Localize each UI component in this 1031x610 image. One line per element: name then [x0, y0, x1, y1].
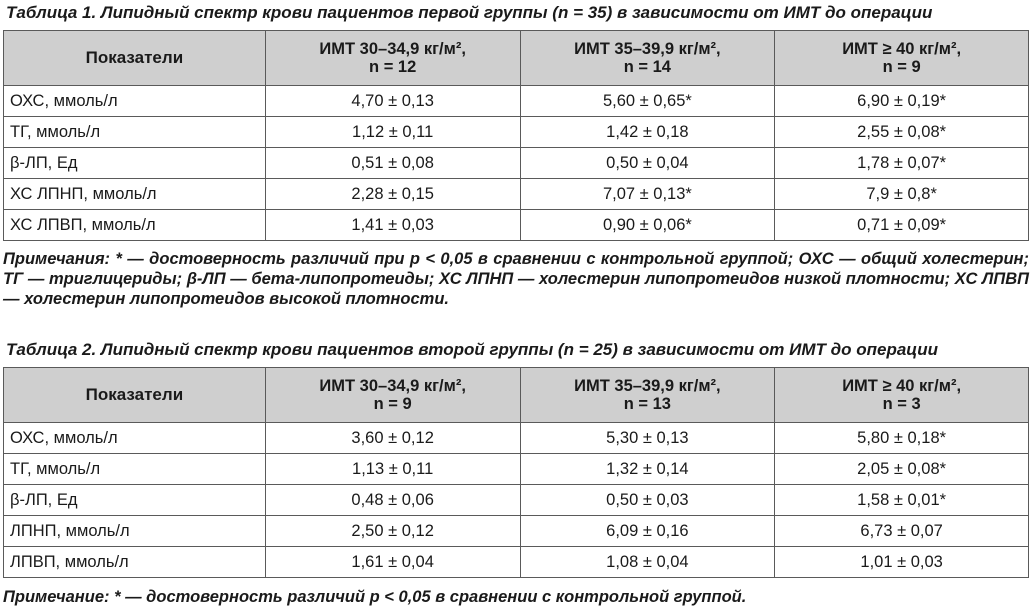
- table-cell: 6,73 ± 0,07: [775, 516, 1029, 547]
- table-row: [4, 485, 1029, 516]
- table2-header-indicators: Показатели: [4, 368, 266, 423]
- row-label: ЛПВП, ммоль/л: [4, 547, 266, 578]
- row-label: ТГ, ммоль/л: [4, 454, 266, 485]
- table-cell: 6,09 ± 0,16: [520, 516, 775, 547]
- table-cell: 4,70 ± 0,13: [265, 86, 520, 117]
- table-row: [4, 117, 1029, 148]
- table-cell: 0,90 ± 0,06*: [520, 210, 775, 241]
- table-cell: 2,50 ± 0,12: [265, 516, 520, 547]
- table-cell: 1,61 ± 0,04: [265, 547, 520, 578]
- table-cell: 1,01 ± 0,03: [775, 547, 1029, 578]
- table1: [3, 30, 1029, 241]
- table-cell: 2,55 ± 0,08*: [775, 117, 1029, 148]
- table-cell: 1,41 ± 0,03: [265, 210, 520, 241]
- table-row: [4, 547, 1029, 578]
- table2-header-bmi-40-plus: ИМТ ≥ 40 кг/м², n = 3: [775, 368, 1029, 423]
- table-cell: 0,50 ± 0,04: [520, 148, 775, 179]
- row-label: β-ЛП, Ед: [4, 148, 266, 179]
- table-cell: 5,80 ± 0,18*: [775, 423, 1029, 454]
- table1-note: Примечания: * — достоверность различий при p < 0,05 в сравнении с контрольной группой; ОХС — общий холестерин; ТГ — триглицериды; β-ЛП — бета-липопротеиды; ХС ЛПНП — холестерин липопротеидов низкой плотности; ХС ЛПВП — холестерин липопротеидов высокой плотности.: [3, 250, 1029, 308]
- table2: [3, 367, 1029, 578]
- table-row: [4, 148, 1029, 179]
- table2-header-bmi-35-39: ИМТ 35–39,9 кг/м², n = 13: [520, 368, 775, 423]
- table1-header-indicators: Показатели: [4, 31, 266, 86]
- table1-header-row: [4, 31, 1029, 86]
- table-row: [4, 423, 1029, 454]
- table-cell: 3,60 ± 0,12: [265, 423, 520, 454]
- table-cell: 6,90 ± 0,19*: [775, 86, 1029, 117]
- table-cell: 0,71 ± 0,09*: [775, 210, 1029, 241]
- table-cell: 1,78 ± 0,07*: [775, 148, 1029, 179]
- table-cell: 2,05 ± 0,08*: [775, 454, 1029, 485]
- row-label: ХС ЛПВП, ммоль/л: [4, 210, 266, 241]
- table-cell: 7,9 ± 0,8*: [775, 179, 1029, 210]
- table1-header-bmi-30-34: ИМТ 30–34,9 кг/м², n = 12: [265, 31, 520, 86]
- table-cell: 1,42 ± 0,18: [520, 117, 775, 148]
- table2-caption: Таблица 2. Липидный спектр крови пациентов второй группы (n = 25) в зависимости от ИМТ до операции: [6, 340, 939, 359]
- table-row: [4, 454, 1029, 485]
- table-cell: 7,07 ± 0,13*: [520, 179, 775, 210]
- table-cell: 2,28 ± 0,15: [265, 179, 520, 210]
- row-label: ТГ, ммоль/л: [4, 117, 266, 148]
- table2-header-bmi-30-34: ИМТ 30–34,9 кг/м², n = 9: [265, 368, 520, 423]
- table-cell: 5,60 ± 0,65*: [520, 86, 775, 117]
- table-row: [4, 516, 1029, 547]
- table-cell: 1,58 ± 0,01*: [775, 485, 1029, 516]
- row-label: ОХС, ммоль/л: [4, 423, 266, 454]
- table-cell: 5,30 ± 0,13: [520, 423, 775, 454]
- row-label: ЛПНП, ммоль/л: [4, 516, 266, 547]
- table-cell: 0,50 ± 0,03: [520, 485, 775, 516]
- table-cell: 1,08 ± 0,04: [520, 547, 775, 578]
- table-cell: 1,32 ± 0,14: [520, 454, 775, 485]
- table-cell: 0,51 ± 0,08: [265, 148, 520, 179]
- table-cell: 0,48 ± 0,06: [265, 485, 520, 516]
- row-label: β-ЛП, Ед: [4, 485, 266, 516]
- table-cell: 1,12 ± 0,11: [265, 117, 520, 148]
- table2-header-row: [4, 368, 1029, 423]
- table-row: [4, 210, 1029, 241]
- row-label: ОХС, ммоль/л: [4, 86, 266, 117]
- table-row: [4, 179, 1029, 210]
- table2-note: Примечание: * — достоверность различий p < 0,05 в сравнении с контрольной группой.: [3, 588, 747, 606]
- table1-header-bmi-40-plus: ИМТ ≥ 40 кг/м², n = 9: [775, 31, 1029, 86]
- row-label: ХС ЛПНП, ммоль/л: [4, 179, 266, 210]
- table-row: [4, 86, 1029, 117]
- table-cell: 1,13 ± 0,11: [265, 454, 520, 485]
- table1-header-bmi-35-39: ИМТ 35–39,9 кг/м², n = 14: [520, 31, 775, 86]
- table1-caption: Таблица 1. Липидный спектр крови пациентов первой группы (n = 35) в зависимости от ИМТ до операции: [6, 3, 933, 22]
